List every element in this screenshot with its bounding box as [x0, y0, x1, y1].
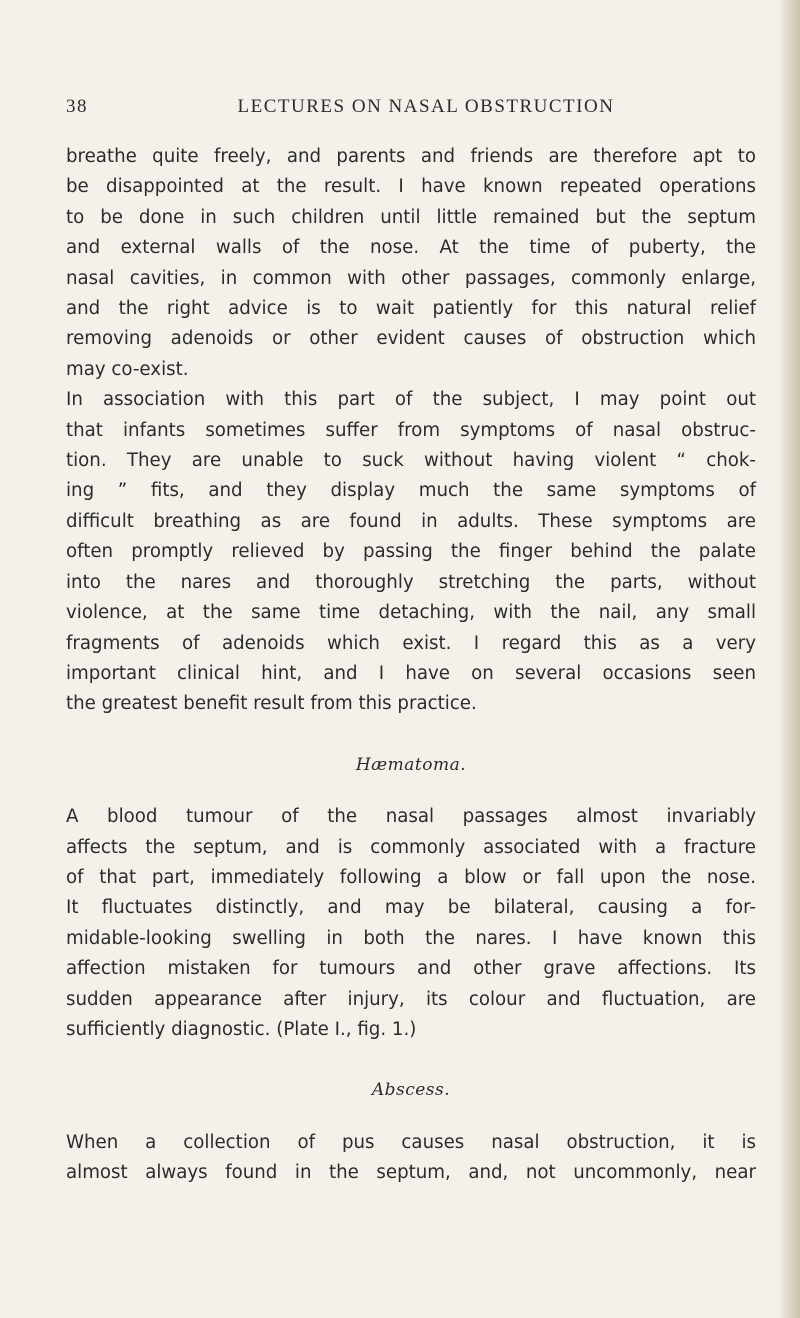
text-line: may co-exist. — [66, 358, 189, 380]
text-line: difficult breathing as are found in adults. These symptoms are — [66, 510, 756, 532]
text-line: often promptly relieved by passing the finger behind the palate — [66, 541, 756, 563]
text-line: fragments of adenoids which exist. I regard this as a very — [66, 632, 756, 654]
paragraph — [66, 385, 756, 719]
text-line: almost always found in the septum, and, not uncommonly, near — [66, 1162, 756, 1184]
section-heading: Hæmatoma. — [355, 754, 467, 775]
text-line: In association with this part of the subject, I may point out — [66, 389, 756, 411]
text-line: and the right advice is to wait patiently for this natural relief — [66, 298, 756, 320]
text-line: affects the septum, and is commonly associated with a fracture — [66, 836, 756, 858]
paragraph — [66, 142, 756, 385]
text-line: removing adenoids or other evident causes of obstruction which — [66, 328, 756, 350]
text-line: ing ” fits, and they display much the same symptoms of — [66, 480, 756, 502]
text-line: affection mistaken for tumours and other grave affections. Its — [66, 958, 756, 980]
page-header — [66, 96, 746, 126]
text-line: that infants sometimes suffer from symptoms of nasal obstruc- — [66, 419, 756, 441]
page-edge-shadow — [778, 0, 800, 1318]
text-line: the greatest benefit result from this practice. — [66, 693, 477, 715]
page-number: 38 — [66, 96, 88, 117]
text-line: to be done in such children until little remained but the septum — [66, 206, 756, 228]
body-text — [66, 142, 756, 1189]
text-line: sufficiently diagnostic. (Plate I., fig. 1.) — [66, 1018, 417, 1040]
text-line: tion. They are unable to suck without having violent “ chok- — [66, 450, 756, 472]
text-line: breathe quite freely, and parents and friends are therefore apt to — [66, 146, 756, 167]
text-line: When a collection of pus causes nasal obstruction, it is — [66, 1131, 756, 1153]
text-line: A blood tumour of the nasal passages almost invariably — [66, 806, 756, 828]
paragraph — [66, 1128, 756, 1189]
section-heading: Abscess. — [371, 1080, 451, 1101]
text-line: nasal cavities, in common with other passages, commonly enlarge, — [66, 267, 756, 289]
paragraph — [66, 802, 756, 1045]
text-line: sudden appearance after injury, its colour and fluctuation, are — [66, 988, 756, 1010]
text-line: midable-looking swelling in both the nares. I have known this — [66, 927, 756, 949]
text-line: be disappointed at the result. I have known repeated operations — [66, 176, 756, 198]
text-line: of that part, immediately following a blow or fall upon the nose. — [66, 866, 756, 888]
text-line: and external walls of the nose. At the time of puberty, the — [66, 237, 756, 259]
text-line: into the nares and thoroughly stretching the parts, without — [66, 571, 756, 593]
text-line: important clinical hint, and I have on several occasions seen — [66, 662, 756, 684]
text-line: violence, at the same time detaching, with the nail, any small — [66, 602, 756, 624]
running-title: LECTURES ON NASAL OBSTRUCTION — [237, 96, 615, 117]
text-line: It fluctuates distinctly, and may be bilateral, causing a for- — [66, 897, 756, 919]
